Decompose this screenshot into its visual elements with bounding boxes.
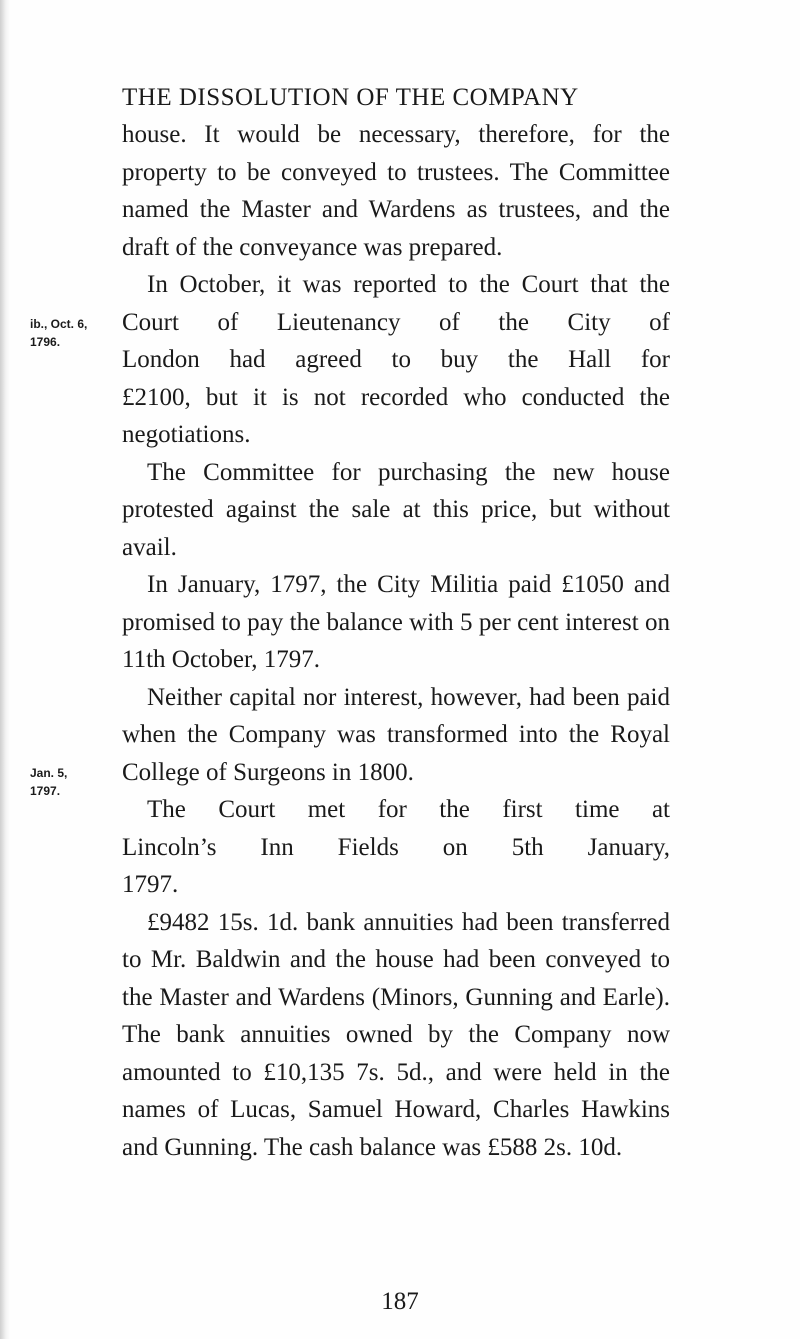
paragraph: The Committee for purchasing the new house protested against the sale at this price, but without avail. [122,458,670,561]
paragraph-line: 1797. [122,871,179,898]
paragraph: In January, 1797, the City Militia paid £1050 and promised to pay the balance with 5 per cent interest on 11th October, 1797. [122,571,670,673]
paragraph-line: £2100, but it is not recorded who conducted the negotiations. [122,383,670,448]
running-header: THE DISSOLUTION OF THE COMPANY [122,84,579,111]
paragraph [122,266,670,454]
paragraph-line: In October, it was reported to the Court that the [147,271,670,298]
margin-note-oct-1796 [30,315,120,351]
margin-note-line: 1796. [30,335,61,349]
paragraph: Neither capital nor interest, however, had been paid when the Company was transformed into the Royal College of Surgeons in 1800. [122,683,670,786]
paragraph-line: The Court met for the first time at [147,796,670,823]
margin-note-line: 1797. [30,784,61,798]
paragraph-line: Court of Lieutenancy of the City of [122,308,670,336]
paragraph-line: London had agreed to buy the Hall for [122,346,670,373]
paragraph: £9482 15s. 1d. bank annuities had been transferred to Mr. Baldwin and the house had been conveyed to the Master and Wardens (Minors, Gunning and Earle). The bank annuities owned by the Company now amounted to £10,135 7s. 5d., and were held in the names of Lucas, Samuel Howard, Charles Hawkins and Gunning. The cash balance was £588 2s. 10d. [122,908,670,1161]
margin-note-line: ib., Oct. 6, [30,317,88,331]
body-text [122,116,670,1166]
margin-note-line: Jan. 5, [30,766,68,780]
paragraph-line: Lincoln’s Inn Fields on 5th January, [122,833,670,861]
page-spine-shadow [0,0,10,1339]
paragraph: house. It would be necessary, therefore, for the property to be conveyed to trustees. The Committee named the Master and Wardens as trustees, and the draft of the conveyance was prepared. [122,121,670,261]
page-number: 187 [381,1288,419,1315]
paragraph [122,791,670,904]
margin-note-jan-1797 [30,764,120,800]
